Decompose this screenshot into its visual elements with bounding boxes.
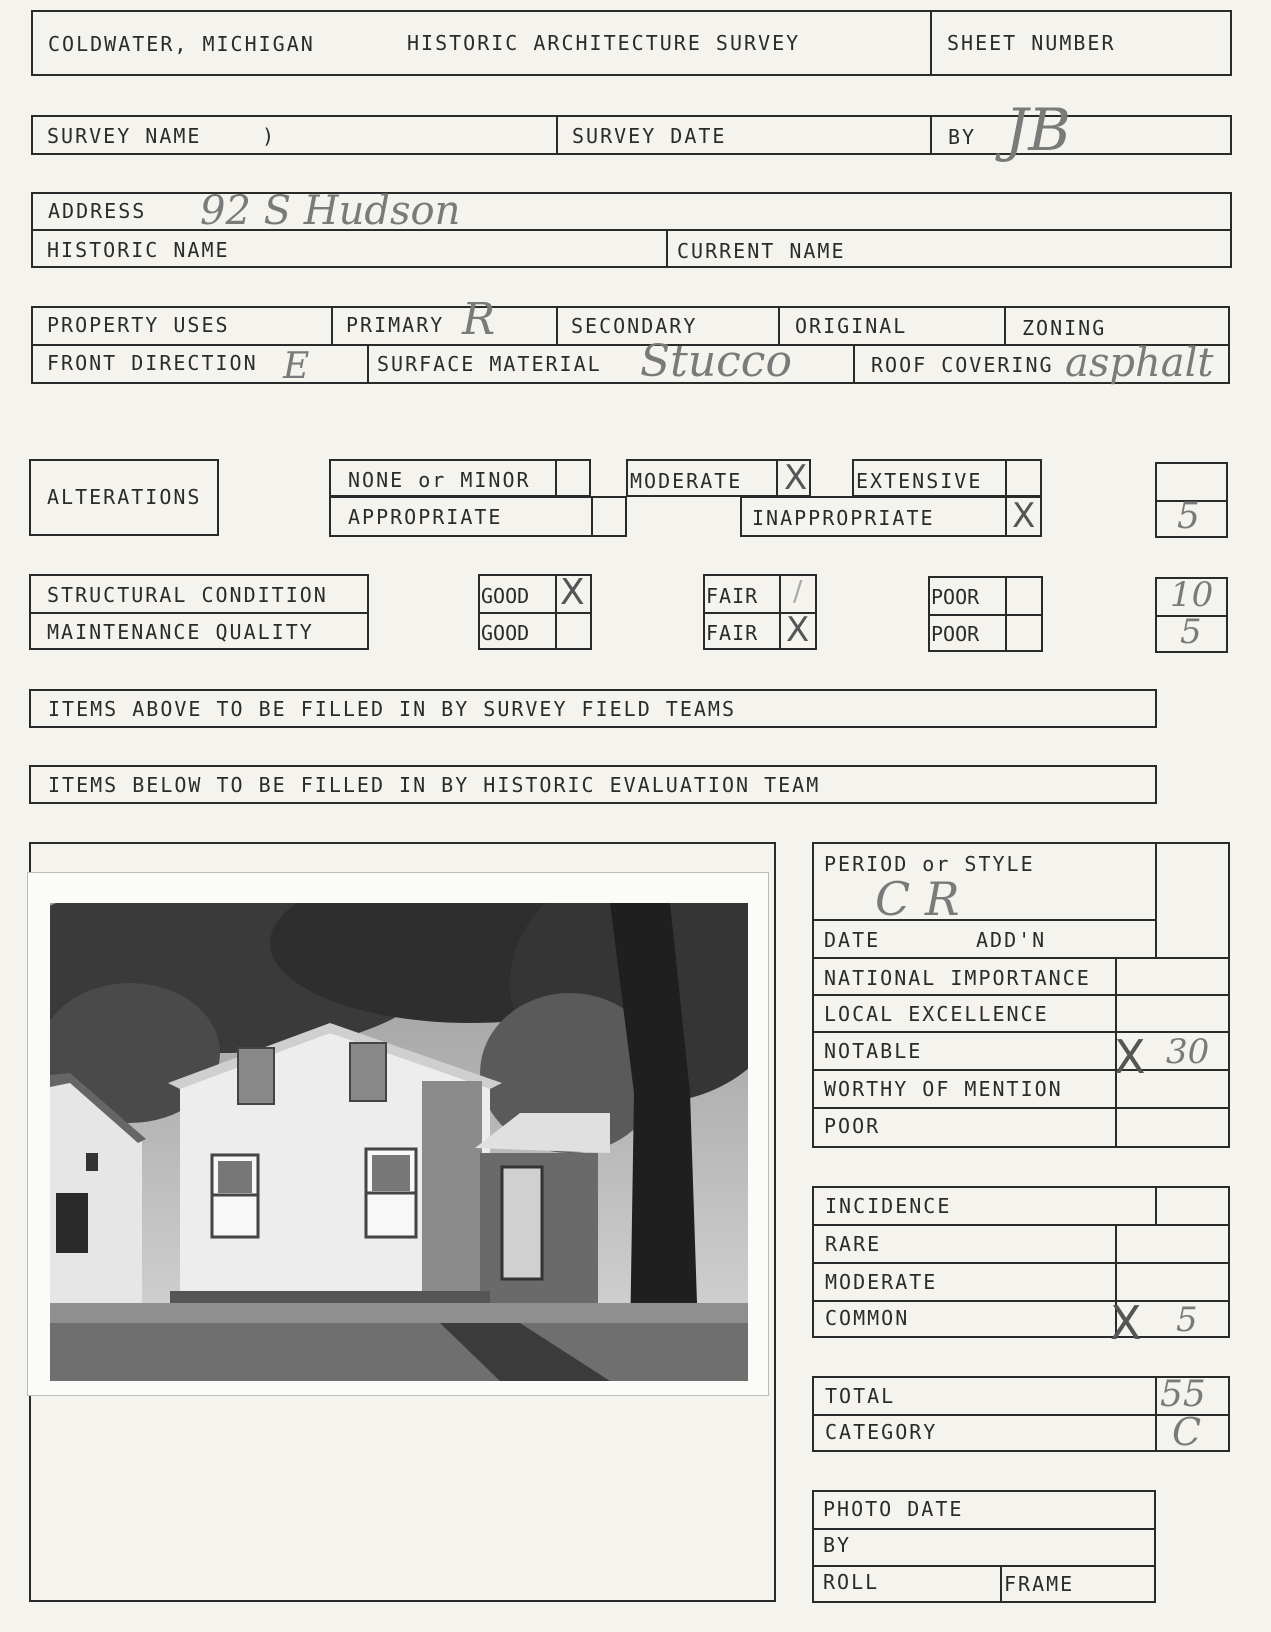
front-direction-label: FRONT DIRECTION bbox=[47, 351, 258, 375]
alterations-score: 5 bbox=[1177, 496, 1200, 537]
inappropriate-mark: X bbox=[1012, 496, 1036, 536]
original-label: ORIGINAL bbox=[795, 314, 908, 338]
extensive-label: EXTENSIVE bbox=[856, 469, 983, 493]
roof-covering-value: asphalt bbox=[1065, 340, 1214, 386]
maintenance-poor: POOR bbox=[931, 622, 980, 646]
property-uses-label: PROPERTY USES bbox=[47, 313, 230, 337]
historic-name-label: HISTORIC NAME bbox=[47, 238, 230, 262]
secondary-label: SECONDARY bbox=[571, 314, 698, 338]
zoning-label: ZONING bbox=[1022, 316, 1107, 340]
surface-material-value: Stucco bbox=[640, 336, 792, 387]
total-value: 55 bbox=[1160, 1374, 1206, 1415]
period-value: C R bbox=[875, 872, 960, 926]
total-label: TOTAL bbox=[825, 1384, 896, 1408]
roof-covering-label: ROOF COVERING bbox=[871, 353, 1054, 377]
frame-label: FRAME bbox=[1004, 1572, 1075, 1596]
national-label: NATIONAL IMPORTANCE bbox=[824, 966, 1091, 990]
common-label: COMMON bbox=[825, 1306, 910, 1330]
structural-good: GOOD bbox=[481, 584, 530, 608]
address-label: ADDRESS bbox=[48, 199, 147, 223]
alterations-label: ALTERATIONS bbox=[47, 485, 202, 509]
survey-name-label: SURVEY NAME bbox=[47, 124, 202, 148]
incidence-moderate-label: MODERATE bbox=[825, 1270, 938, 1294]
structural-fair: FAIR bbox=[706, 584, 759, 608]
address-value: 92 S Hudson bbox=[200, 188, 461, 234]
date-label: DATE bbox=[824, 928, 881, 952]
moderate-label: MODERATE bbox=[630, 469, 743, 493]
period-label: PERIOD or STYLE bbox=[824, 852, 1035, 876]
note-below: ITEMS BELOW TO BE FILLED IN BY HISTORIC EVALUATION TEAM bbox=[48, 773, 821, 797]
photo-date-label: PHOTO DATE bbox=[823, 1497, 964, 1521]
note-above: ITEMS ABOVE TO BE FILLED IN BY SURVEY FIELD TEAMS bbox=[48, 697, 737, 721]
appropriate-label: APPROPRIATE bbox=[348, 505, 503, 529]
notable-mark: X bbox=[1114, 1030, 1146, 1084]
mounted-photo bbox=[27, 872, 769, 1396]
house-photo bbox=[50, 903, 748, 1381]
primary-value: R bbox=[462, 294, 496, 345]
moderate-mark: X bbox=[784, 458, 808, 498]
eval-poor-label: POOR bbox=[824, 1114, 881, 1138]
rare-label: RARE bbox=[825, 1232, 882, 1256]
none-minor-label: NONE or MINOR bbox=[348, 468, 531, 492]
by-signature: JB bbox=[1005, 96, 1071, 164]
structural-score: 10 bbox=[1170, 575, 1214, 615]
category-value: C bbox=[1172, 1410, 1202, 1454]
structural-label: STRUCTURAL CONDITION bbox=[47, 583, 328, 607]
header-city: COLDWATER, MICHIGAN bbox=[48, 32, 315, 56]
local-label: LOCAL EXCELLENCE bbox=[824, 1002, 1049, 1026]
incidence-label: INCIDENCE bbox=[825, 1194, 952, 1218]
category-label: CATEGORY bbox=[825, 1420, 938, 1444]
front-direction-value: E bbox=[283, 346, 310, 387]
by-label: BY bbox=[948, 125, 977, 149]
maintenance-good: GOOD bbox=[481, 621, 530, 645]
maintenance-score: 5 bbox=[1180, 612, 1202, 652]
maintenance-label: MAINTENANCE QUALITY bbox=[47, 620, 314, 644]
photo-by-label: BY bbox=[823, 1533, 852, 1557]
roll-label: ROLL bbox=[823, 1570, 880, 1594]
common-mark: X bbox=[1110, 1296, 1142, 1350]
notable-label: NOTABLE bbox=[824, 1039, 923, 1063]
structural-good-mark: X bbox=[560, 572, 585, 613]
notable-score: 30 bbox=[1166, 1032, 1210, 1072]
surface-material-label: SURFACE MATERIAL bbox=[377, 352, 602, 376]
inappropriate-label: INAPPROPRIATE bbox=[752, 506, 935, 530]
maintenance-fair: FAIR bbox=[706, 621, 759, 645]
primary-label: PRIMARY bbox=[346, 313, 445, 337]
survey-date-label: SURVEY DATE bbox=[572, 124, 727, 148]
worthy-label: WORTHY OF MENTION bbox=[824, 1077, 1063, 1101]
survey-name-value: ) bbox=[262, 124, 277, 148]
current-name-label: CURRENT NAME bbox=[677, 239, 846, 263]
header-title: HISTORIC ARCHITECTURE SURVEY bbox=[407, 31, 801, 55]
structural-poor: POOR bbox=[931, 585, 980, 609]
structural-fair-mark: / bbox=[793, 574, 803, 607]
addn-label: ADD'N bbox=[976, 928, 1047, 952]
sheet-number-label: SHEET NUMBER bbox=[947, 31, 1116, 55]
common-score: 5 bbox=[1176, 1300, 1198, 1340]
maintenance-fair-mark: X bbox=[786, 610, 810, 650]
